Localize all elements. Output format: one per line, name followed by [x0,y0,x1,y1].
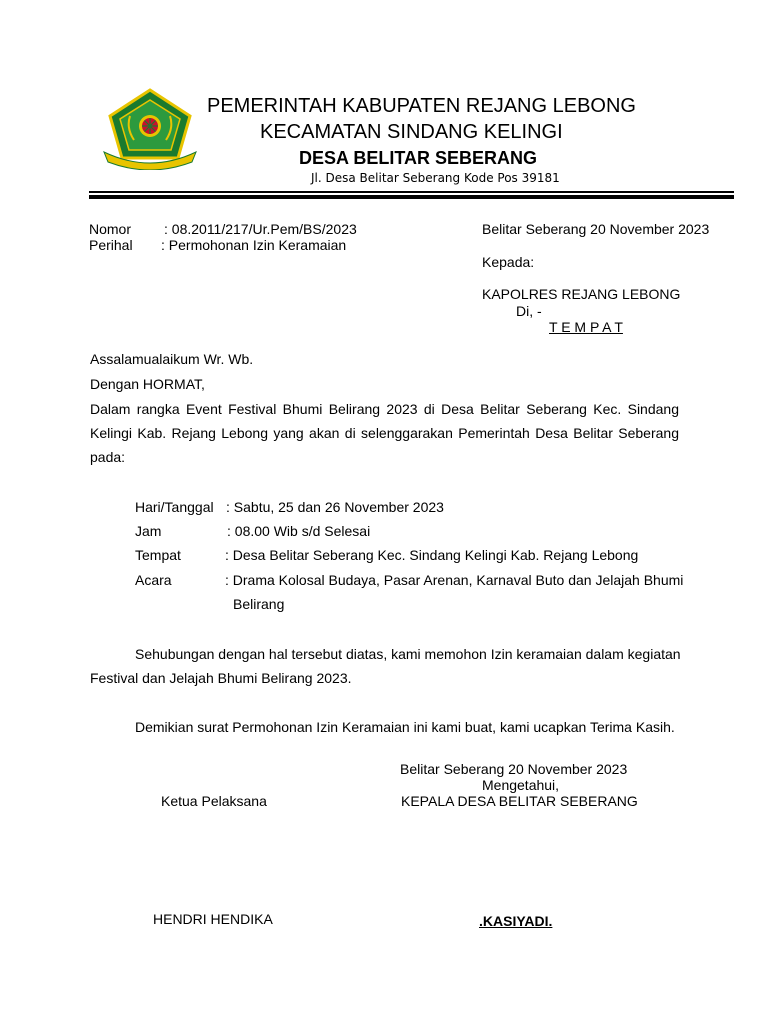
detail-value-date: : Sabtu, 25 dan 26 November 2023 [226,499,444,515]
detail-label-event: Acara [135,572,172,588]
greeting: Assalamualaikum Wr. Wb. [90,351,254,367]
intro-paragraph: Dalam rangka Event Festival Bhumi Belirang 2023 di Desa Belitar Seberang Kec. Sindang Kelingi Kab. Rejang Lebong yang akan di selenggarakan Pemerintah Desa Belitar Seberang pada: [90,401,679,465]
detail-label-time: Jam [135,523,162,539]
signature-right-name: .KASIYADI. [479,913,553,929]
detail-value-time: : 08.00 Wib s/d Selesai [227,523,371,539]
signature-left-title: Ketua Pelaksana [161,793,267,809]
signature-place-date: Belitar Seberang 20 November 2023 [400,761,628,777]
perihal-value: : Permohonan Izin Keramaian [161,237,347,253]
closing-line: Demikian surat Permohonan Izin Keramaian ini kami buat, kami ucapkan Terima Kasih. [135,719,675,735]
header-rule-thick [89,195,734,199]
header-village: DESA BELITAR SEBERANG [299,148,538,168]
salutation: Dengan HORMAT, [90,376,205,392]
nomor-value: : 08.2011/217/Ur.Pem/BS/2023 [164,221,357,237]
recipient-tempat: T E M P A T [549,319,623,335]
request-line-1: Sehubungan dengan hal tersebut diatas, kami memohon Izin keramaian dalam kegiatan [135,646,681,662]
detail-value-event: : Drama Kolosal Budaya, Pasar Arenan, Karnaval Buto dan Jelajah Bhumi [225,572,684,588]
letter-place-date: Belitar Seberang 20 November 2023 [482,221,710,237]
request-line-2: Festival dan Jelajah Bhumi Belirang 2023. [90,670,352,686]
signature-left-name: HENDRI HENDIKA [153,911,273,927]
detail-value-place: : Desa Belitar Seberang Kec. Sindang Kelingi Kab. Rejang Lebong [225,547,639,563]
detail-label-date: Hari/Tanggal [135,499,214,515]
detail-label-place: Tempat [135,547,181,563]
signature-right-title: KEPALA DESA BELITAR SEBERANG [401,793,638,809]
regency-logo [100,86,200,170]
header-government: PEMERINTAH KABUPATEN REJANG LEBONG [207,95,636,117]
header-rule-thin [89,191,734,193]
recipient-di: Di, - [516,303,542,319]
header-address: Jl. Desa Belitar Seberang Kode Pos 39181 [311,171,560,185]
detail-value-event-cont: Belirang [233,596,285,612]
recipient-name: KAPOLRES REJANG LEBONG [482,286,681,302]
perihal-label: Perihal [89,237,133,253]
recipient-label: Kepada: [482,254,535,270]
signature-mengetahui: Mengetahui, [482,777,560,793]
header-district: KECAMATAN SINDANG KELINGI [260,121,563,143]
nomor-label: Nomor [89,221,132,237]
